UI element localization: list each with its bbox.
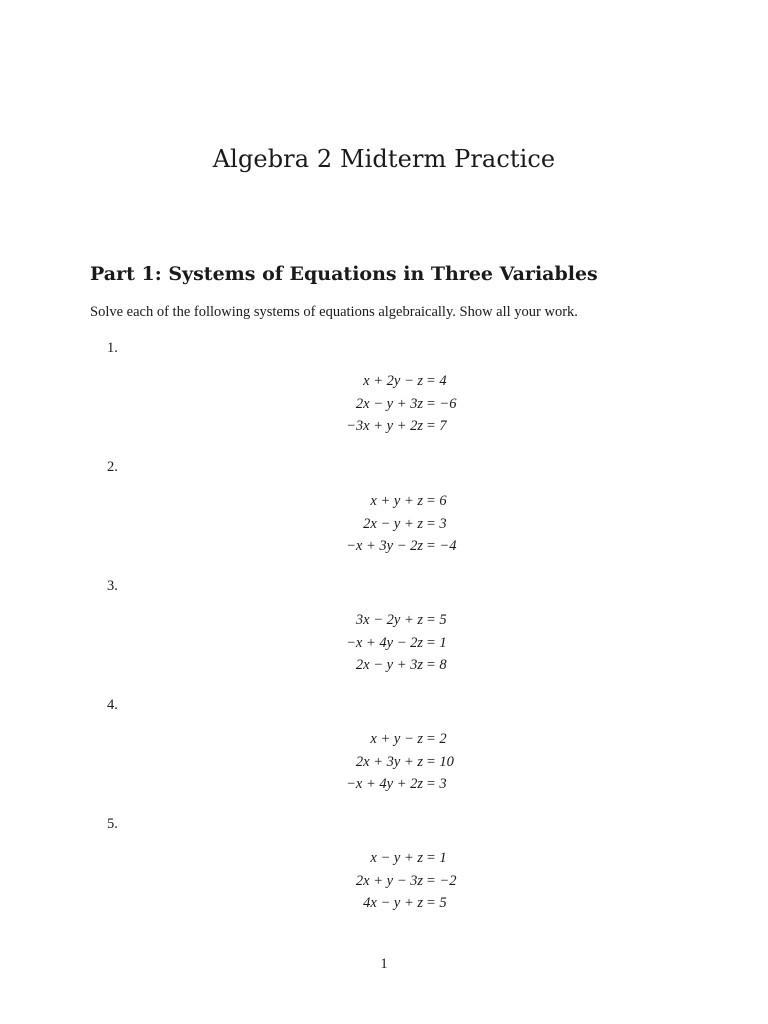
equation (304, 513, 504, 536)
problem-number: 4. (107, 697, 118, 713)
equation-lhs: 2x + 3y + z (355, 753, 423, 770)
equation-lhs: −x + 3y − 2z (346, 538, 423, 555)
equation-system (304, 847, 504, 915)
equation-rhs: = −2 (426, 872, 457, 889)
equation (304, 774, 504, 797)
equation-rhs: = 10 (426, 753, 454, 770)
equation-lhs: −3x + y + 2z (346, 418, 423, 435)
equation (304, 655, 504, 678)
equation-rhs: = −6 (426, 395, 457, 412)
equation-rhs: = 6 (426, 492, 447, 509)
equation-lhs: −x + 4y − 2z (346, 634, 423, 651)
equation (304, 847, 504, 870)
equation-lhs: 2x − y + z (363, 515, 423, 532)
equation-lhs: 4x − y + z (363, 895, 423, 912)
equation (304, 632, 504, 655)
equation (304, 416, 504, 439)
equation-lhs: 3x − 2y + z (355, 611, 423, 628)
equation (304, 893, 504, 916)
equation (304, 370, 504, 393)
equation-rhs: = 1 (426, 849, 447, 866)
equation-rhs: = 3 (426, 776, 447, 793)
equation-rhs: = 1 (426, 634, 447, 651)
problem-number: 3. (107, 578, 118, 594)
equation (304, 490, 504, 513)
equation-system (304, 490, 504, 558)
equation-rhs: = 5 (426, 611, 447, 628)
equation-rhs: = 3 (426, 515, 447, 532)
equation-system (304, 609, 504, 677)
problem-number: 2. (107, 459, 118, 475)
equation-rhs: = 7 (426, 418, 447, 435)
equation-lhs: x − y + z (370, 849, 423, 866)
equation (304, 609, 504, 632)
equation-rhs: = −4 (426, 538, 457, 555)
equation (304, 751, 504, 774)
equation (304, 870, 504, 893)
equation-system (304, 728, 504, 796)
equation-rhs: = 2 (426, 730, 447, 747)
equation-lhs: 2x − y + 3z (355, 395, 423, 412)
equation-rhs: = 4 (426, 372, 447, 389)
equation-lhs: x + 2y − z (363, 372, 423, 389)
equation (304, 728, 504, 751)
equation-rhs: = 5 (426, 895, 447, 912)
equation-rhs: = 8 (426, 657, 447, 674)
equation-lhs: x + y + z (370, 492, 423, 509)
page-number: 1 (380, 956, 388, 972)
equation-lhs: 2x − y + 3z (355, 657, 423, 674)
problem-number: 5. (107, 816, 118, 832)
equation-lhs: 2x + y − 3z (355, 872, 423, 889)
problem-number: 1. (107, 340, 118, 356)
section-heading: Part 1: Systems of Equations in Three Variables (90, 263, 598, 285)
equation (304, 393, 504, 416)
equation (304, 536, 504, 559)
equation-system (304, 370, 504, 438)
equation-lhs: x + y − z (370, 730, 423, 747)
equation-lhs: −x + 4y + 2z (346, 776, 423, 793)
instructions-text: Solve each of the following systems of equations algebraically. Show all your work. (90, 304, 578, 320)
document-title: Algebra 2 Midterm Practice (212, 145, 556, 173)
